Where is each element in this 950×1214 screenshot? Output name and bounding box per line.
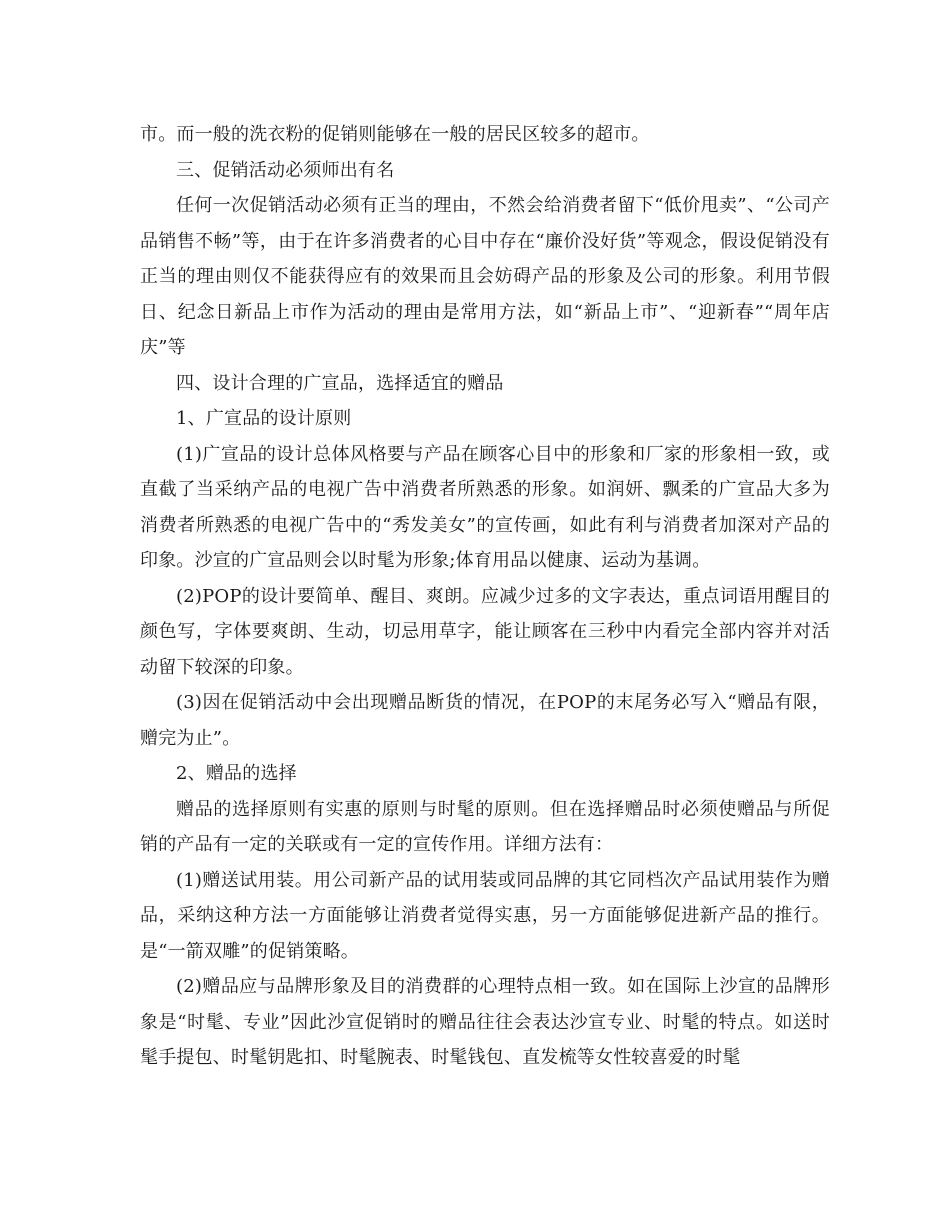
paragraph-continuation: 市。而一般的洗衣粉的促销则能够在一般的居民区较多的超市。 xyxy=(140,124,650,145)
paragraph: (1)赠送试用装。用公司新产品的试用装或同品牌的其它同档次产品试用装作为赠品，采纳这种方法一方面能够让消费者觉得实惠，另一方面能够促进新产品的推行。是“一箭双雕”的促销策略。 xyxy=(140,869,830,962)
paragraph: 任何一次促销活动必须有正当的理由，不然会给消费者留下“低价甩卖”、“公司产品销售不畅”等，由于在许多消费者的心目中存在“廉价没好货”等观念，假设促销没有正当的理由则仅不能获得应有的效果而且会妨碍产品的形象及公司的形象。利用节假日、纪念日新品上市作为活动的理由是常用方法，如“新品上市”、“迎新春”“周年店庆”等 xyxy=(140,195,830,358)
document-body xyxy=(140,117,830,1076)
section-heading-3: 三、促销活动必须师出有名 xyxy=(176,159,395,181)
paragraph: (3)因在促销活动中会出现赠品断货的情况，在POP的末尾务必写入“赠品有限，赠完为止”。 xyxy=(140,692,830,749)
subsection-heading-1: 1、广宣品的设计原则 xyxy=(176,408,352,429)
paragraph: 赠品的选择原则有实惠的原则与时髦的原则。但在选择赠品时必须使赠品与所促销的产品有一定的关联或有一定的宣传作用。详细方法有： xyxy=(140,798,830,855)
paragraph: (2)赠品应与品牌形象及目的消费群的心理特点相一致。如在国际上沙宣的品牌形象是“时髦、专业”因此沙宣促销时的赠品往往会表达沙宣专业、时髦的特点。如送时髦手提包、时髦钥匙扣、时髦腕表、时髦钱包、直发梳等女性较喜爱的时髦 xyxy=(140,976,830,1068)
paragraph: (1)广宣品的设计总体风格要与产品在顾客心目中的形象和厂家的形象相一致，或直截了当采纳产品的电视广告中消费者所熟悉的形象。如润妍、飘柔的广宣品大多为消费者所熟悉的电视广告中的“秀发美女”的宣传画，如此有利与消费者加深对产品的印象。沙宣的广宣品则会以时髦为形象;体育用品以健康、运动为基调。 xyxy=(140,443,830,571)
paragraph: (2)POP的设计要简单、醒目、爽朗。应减少过多的文字表达，重点词语用醒目的颜色写，字体要爽朗、生动，切忌用草字，能让顾客在三秒中内看完全部内容并对活动留下较深的印象。 xyxy=(140,585,830,678)
subsection-heading-2: 2、赠品的选择 xyxy=(176,763,297,784)
section-heading-4: 四、设计合理的广宣品，选择适宜的赠品 xyxy=(176,372,504,394)
